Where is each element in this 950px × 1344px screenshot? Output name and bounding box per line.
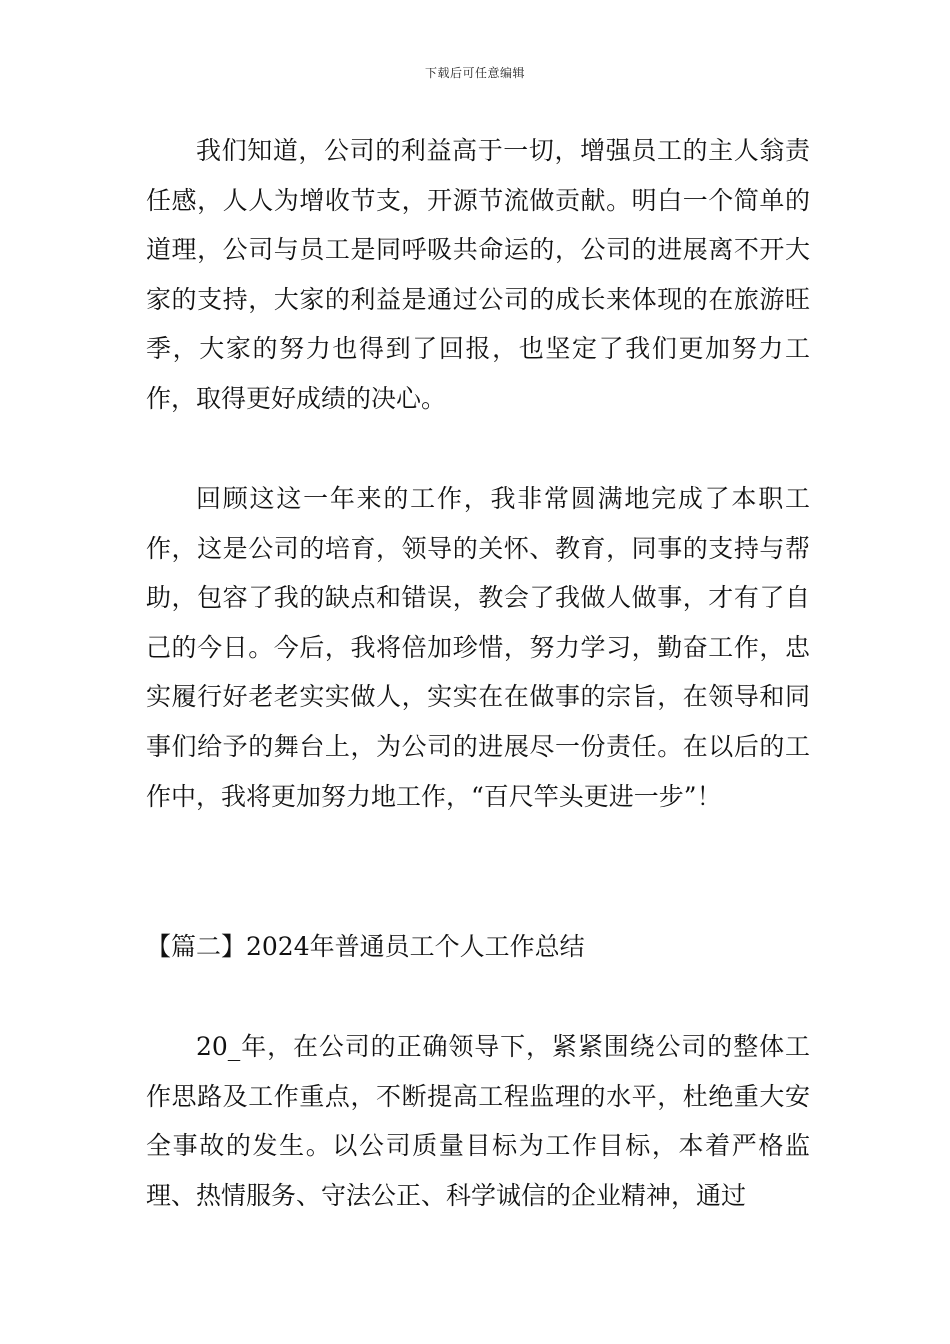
paragraph-2: 回顾这这一年来的工作，我非常圆满地完成了本职工作，这是公司的培育，领导的关怀、教育，同事的支持与帮助，包容了我的缺点和错误，教会了我做人做事，才有了自己的今日。今后，我将倍加珍惜，努力学习，勤奋工作，忠实履行好老老实实做人，实实在在做事的宗旨，在领导和同事们给予的舞台上，为公司的进展尽一份责任。在以后的工作中，我将更加努力地工作，“百尺竿头更进一步”！: [146, 484, 810, 811]
section-paragraph-1: 20_年，在公司的正确领导下，紧紧围绕公司的整体工作思路及工作重点，不断提高工程监理的水平，杜绝重大安全事故的发生。以公司质量目标为工作目标，本着严格监理、热情服务、守法公正、科学诚信的企业精神，通过: [146, 1032, 810, 1210]
section-heading: 【篇二】2024年普通员工个人工作总结: [146, 932, 585, 961]
paragraph-1: 我们知道，公司的利益高于一切，增强员工的主人翁责任感，人人为增收节支，开源节流做贡献。明白一个简单的道理，公司与员工是同呼吸共命运的，公司的进展离不开大家的支持，大家的利益是通过公司的成长来体现的在旅游旺季，大家的努力也得到了回报，也坚定了我们更加努力工作，取得更好成绩的决心。: [146, 136, 810, 413]
page-header: 下载后可任意编辑: [424, 66, 525, 80]
